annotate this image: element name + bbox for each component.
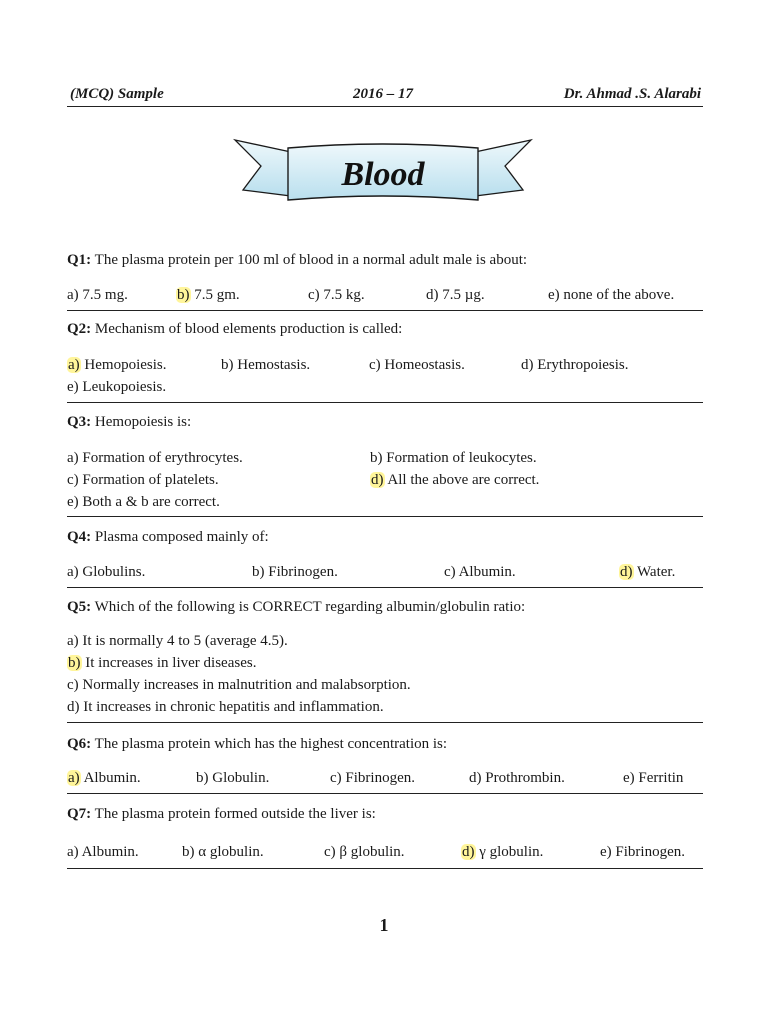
option-e: e) Leukopoiesis. [67,379,167,395]
option-a: a) It is normally 4 to 5 (average 4.5). [67,633,288,649]
option-b: b) It increases in liver diseases. [68,655,257,671]
question-stem: Q5: Which of the following is CORRECT regarding albumin/globulin ratio: [67,599,526,615]
option-d: d) All the above are correct. [371,472,540,488]
option-c: c) 7.5 kg. [308,287,365,303]
option-a: a) Albumin. [68,770,141,786]
option-d: d) Water. [620,564,676,580]
option-c: c) Albumin. [444,564,516,580]
divider [67,516,703,517]
question-stem: Q3: Hemopoiesis is: [67,414,192,430]
answer-highlight: b) [68,655,81,671]
header-year: 2016 – 17 [353,86,413,102]
option-c: c) Homeostasis. [369,357,465,373]
option-d: d) Prothrombin. [469,770,565,786]
option-c: c) Fibrinogen. [330,770,415,786]
question-stem: Q6: The plasma protein which has the highest concentration is: [67,736,448,752]
option-b: b) Fibrinogen. [252,564,338,580]
answer-highlight: d) [462,844,475,860]
option-d: d) It increases in chronic hepatitis and inflammation. [67,699,384,715]
option-b: b) 7.5 gm. [177,287,240,303]
question-stem: Q7: The plasma protein formed outside the liver is: [67,806,376,822]
divider [67,310,703,311]
banner-title: Blood [341,156,425,193]
option-d: d) γ globulin. [462,844,544,860]
answer-highlight: a) [68,770,80,786]
option-b: b) α globulin. [182,844,264,860]
header-left: (MCQ) Sample [70,86,164,102]
divider [67,722,703,723]
option-a: a) Albumin. [67,844,139,860]
answer-highlight: b) [177,287,190,303]
option-b: b) Globulin. [196,770,270,786]
option-c: c) Formation of platelets. [67,472,219,488]
option-e: e) Both a & b are correct. [67,494,220,510]
option-a: a) Formation of erythrocytes. [67,450,243,466]
divider [67,868,703,869]
option-a: a) 7.5 mg. [67,287,128,303]
option-e: e) Fibrinogen. [600,844,685,860]
divider [67,402,703,403]
option-b: b) Hemostasis. [221,357,311,373]
answer-highlight: d) [371,472,384,488]
header-author: Dr. Ahmad .S. Alarabi [563,86,701,102]
option-a: a) Hemopoiesis. [68,357,167,373]
option-b: b) Formation of leukocytes. [370,450,537,466]
page-header [67,86,703,107]
divider [67,793,703,794]
option-c: c) β globulin. [324,844,405,860]
answer-highlight: a) [68,357,80,373]
question-stem: Q1: The plasma protein per 100 ml of blood in a normal adult male is about: [67,252,528,268]
question-stem: Q4: Plasma composed mainly of: [67,529,269,545]
page-number: 1 [379,915,389,935]
divider [67,587,703,588]
option-c: c) Normally increases in malnutrition and malabsorption. [67,677,411,693]
option-d: d) Erythropoiesis. [521,357,629,373]
question-stem: Q2: Mechanism of blood elements production is called: [67,321,403,337]
option-e: e) Ferritin [623,770,684,786]
title-banner [233,130,533,210]
option-a: a) Globulins. [67,564,146,580]
answer-highlight: d) [620,564,633,580]
option-d: d) 7.5 µg. [426,287,485,303]
option-e: e) none of the above. [548,287,675,303]
